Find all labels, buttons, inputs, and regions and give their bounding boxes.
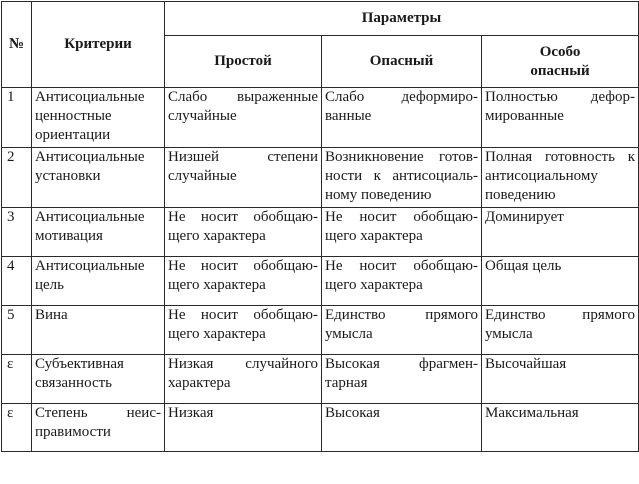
table-row bbox=[2, 306, 639, 355]
row-number: ε bbox=[2, 404, 32, 452]
row-especially: Единство прямого умысла bbox=[482, 306, 639, 355]
row-criterion: Антисоциальные установки bbox=[32, 148, 165, 208]
row-especially: Максимальная bbox=[482, 404, 639, 452]
row-simple: Не носит обобщающего характера bbox=[165, 257, 322, 306]
row-dangerous: Не носит обобщающего характера bbox=[322, 257, 482, 306]
row-criterion: Вина bbox=[32, 306, 165, 355]
row-especially: Доминирует bbox=[482, 208, 639, 257]
row-simple: Не носит обобщающего характера bbox=[165, 208, 322, 257]
row-dangerous: Высокая фрагментарная bbox=[322, 355, 482, 404]
row-number: 3 bbox=[2, 208, 32, 257]
row-dangerous: Слабо деформированные bbox=[322, 88, 482, 148]
table-row bbox=[2, 148, 639, 208]
row-criterion: Степень неисправимости bbox=[32, 404, 165, 452]
row-number: 4 bbox=[2, 257, 32, 306]
row-especially: Общая цель bbox=[482, 257, 639, 306]
table-row bbox=[2, 88, 639, 148]
row-criterion: Антисоциальные цель bbox=[32, 257, 165, 306]
header-especially-dangerous-text: Особо опасный bbox=[530, 43, 590, 79]
table-row bbox=[2, 208, 639, 257]
row-dangerous: Возникновение готовности к антисоциальному поведению bbox=[322, 148, 482, 208]
header-number: № bbox=[2, 2, 32, 88]
row-dangerous: Не носит обобщающего характера bbox=[322, 208, 482, 257]
row-simple: Слабо выраженные случайные bbox=[165, 88, 322, 148]
row-criterion: Антисоциальные мотивация bbox=[32, 208, 165, 257]
header-especially-dangerous bbox=[482, 36, 639, 88]
row-criterion: Субъективная связанность bbox=[32, 355, 165, 404]
row-number: 2 bbox=[2, 148, 32, 208]
header-row-top bbox=[2, 2, 639, 36]
row-simple: Низкая bbox=[165, 404, 322, 452]
row-especially: Полностью деформированные bbox=[482, 88, 639, 148]
header-criteria: Критерии bbox=[32, 2, 165, 88]
header-simple: Простой bbox=[165, 36, 322, 88]
row-especially: Полная готовность к антисоциальному поведению bbox=[482, 148, 639, 208]
row-dangerous: Высокая bbox=[322, 404, 482, 452]
header-dangerous: Опасный bbox=[322, 36, 482, 88]
row-simple: Низшей степени случайные bbox=[165, 148, 322, 208]
row-number: 5 bbox=[2, 306, 32, 355]
row-especially: Высочайшая bbox=[482, 355, 639, 404]
table-row bbox=[2, 355, 639, 404]
table-row bbox=[2, 404, 639, 452]
row-simple: Низкая случайного характера bbox=[165, 355, 322, 404]
table-row bbox=[2, 257, 639, 306]
row-number: 1 bbox=[2, 88, 32, 148]
criteria-table bbox=[1, 1, 639, 452]
header-parameters: Параметры bbox=[165, 2, 639, 36]
row-simple: Не носит обобщающего характера bbox=[165, 306, 322, 355]
row-number: ε bbox=[2, 355, 32, 404]
row-dangerous: Единство прямого умысла bbox=[322, 306, 482, 355]
row-criterion: Антисоциальные ценностные ориентации bbox=[32, 88, 165, 148]
